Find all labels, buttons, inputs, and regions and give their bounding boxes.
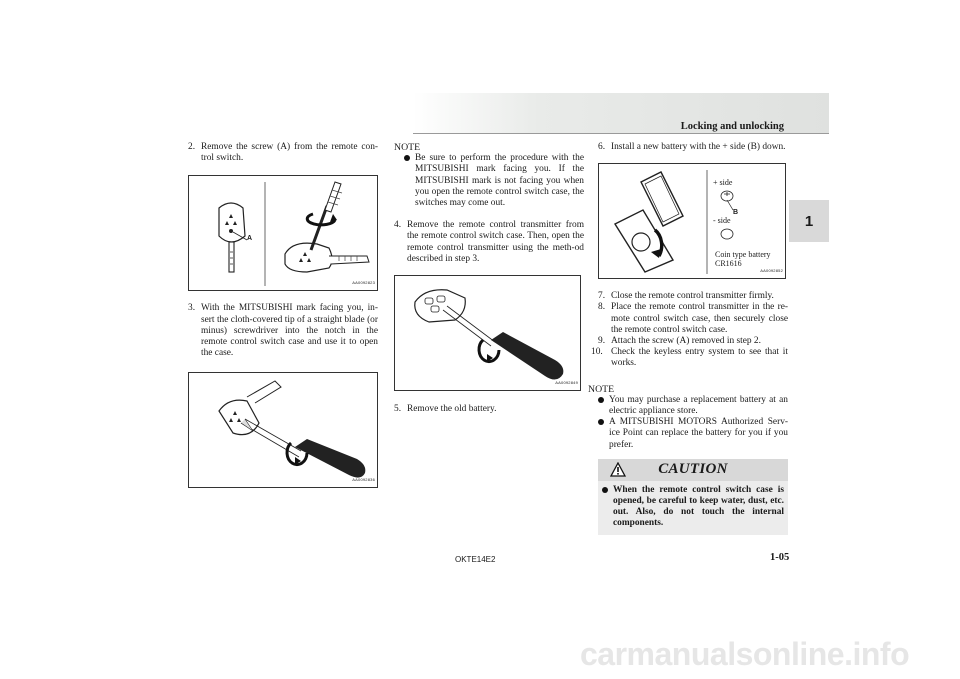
page-number: 1-05 <box>770 552 790 563</box>
warning-triangle-icon <box>610 462 626 477</box>
figure-install-battery <box>598 163 786 279</box>
step-7: 7. Close the remote control transmitter firmly. <box>598 291 774 302</box>
battery-type-label: Coin type battery <box>715 250 771 260</box>
figure-open-case <box>188 372 378 488</box>
step-8: 8. Place the remote control transmitter in the re-mote control switch case, then securely close the remote control switch case. <box>598 302 788 335</box>
note-title: NOTE <box>394 142 421 153</box>
bullet-icon <box>602 485 613 530</box>
step-3: 3. With the MITSUBISHI mark facing you, in-sert the cloth-covered tip of a straight blade (or minus) screwdriver into the notch in the remote control switch case and use it to open the case. <box>188 303 378 359</box>
watermark: carmanualsonline.info <box>580 636 910 672</box>
plus-side-label: + side <box>713 178 733 188</box>
note-title: NOTE <box>588 383 615 395</box>
label-b: B <box>733 209 739 217</box>
header-rule <box>413 133 829 134</box>
column-left <box>188 142 378 488</box>
figure-code: AA0092836 <box>352 477 375 483</box>
bullet-icon <box>598 417 609 451</box>
caution-body <box>598 481 788 535</box>
figure-remove-transmitter <box>394 275 581 391</box>
column-right <box>588 142 788 535</box>
note-bullet-2: A MITSUBISHI MOTORS Authorized Serv-ice Point can replace the battery for you if you prefer. <box>598 417 788 451</box>
remove-transmitter-illustration <box>395 276 582 392</box>
caution-bullet: When the remote control switch case is opened, be careful to keep water, dust, etc. out. Also, do not touch the internal components. <box>602 485 784 530</box>
figure-code: AA0092852 <box>760 268 783 273</box>
note-bullet: Be sure to perform the procedure with the MITSUBISHI mark facing you. If the MITSUBISHI mark is not facing you when you open the remote control switch case, the switches may come out. <box>404 153 584 209</box>
battery-model-label: CR1616 <box>715 259 742 269</box>
column-middle <box>394 142 584 415</box>
remove-screw-illustration <box>189 176 379 292</box>
figure-code: AA0092823 <box>352 280 375 286</box>
steps-7-10 <box>591 291 788 369</box>
open-case-illustration <box>189 373 379 489</box>
figure-code: AA0092849 <box>555 379 578 385</box>
step-9: 9. Attach the screw (A) removed in step 2. <box>598 336 761 347</box>
section-title: Locking and unlocking <box>680 121 784 132</box>
caution-title: CAUTION <box>658 461 728 478</box>
step-4: 4. Remove the remote control transmitter from the remote control switch case. Then, open the remote control transmitter using the meth-od described in step 3. <box>394 220 584 264</box>
bullet-icon <box>598 395 609 417</box>
document-code: OKTE14E2 <box>455 555 496 564</box>
step-6: 6. Install a new battery with the + side (B) down. <box>598 142 786 152</box>
step-10: 10. Check the keyless entry system to see that it works. <box>591 347 788 369</box>
install-battery-illustration <box>599 164 787 280</box>
bullet-icon <box>404 153 415 209</box>
note-block <box>588 383 788 451</box>
label-a: A <box>247 235 253 243</box>
caution-header <box>598 459 788 481</box>
note-bullet-1: You may purchase a replacement battery at an electric appliance store. <box>598 395 788 417</box>
caution-box <box>598 459 788 535</box>
step-2: 2. Remove the screw (A) from the remote con-trol switch. <box>188 142 378 164</box>
chapter-tab[interactable]: 1 <box>789 200 829 242</box>
figure-remove-screw <box>188 175 378 291</box>
minus-side-label: - side <box>713 216 731 226</box>
step-5: 5. Remove the old battery. <box>394 404 497 415</box>
